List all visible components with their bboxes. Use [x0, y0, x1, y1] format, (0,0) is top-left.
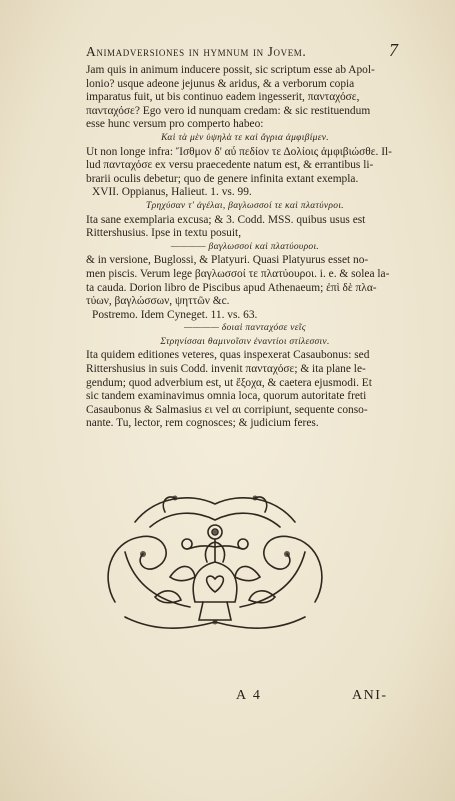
catchword: ANI-: [352, 688, 388, 703]
greek-quotation: Στρηνίσσαι θαμινοῖσιν ἐναντίοι στίλεσσιν.: [160, 336, 330, 347]
text-line: Ita sane exemplaria excusa; & 3. Codd. MSS. quibus usus est: [86, 213, 366, 226]
text-line: imparatus fuit, ut bis continuo eadem ingesserit, πανταχόσε,: [86, 91, 360, 104]
text-line: lonio? usque adeone jejunus & aridus, & a verborum copia: [86, 77, 355, 90]
text-line: Jam quis in animum inducere possit, sic scriptum esse ab Apol-: [86, 64, 375, 76]
section-heading: Postremo. Idem Cyneget. 11. vs. 63.: [92, 308, 258, 321]
text-line: lud πανταχόσε ex versu praecedente natum est, & errantibus li-: [86, 159, 374, 172]
text-line: Ut non longe infra: Ἴσθμον δ' αὖ πεδίον τε Δολίοις ἀμφιβιώσθε. Il-: [86, 145, 392, 158]
running-head: Animadversiones in hymnum in Jovem.: [86, 44, 307, 59]
section-heading: XVII. Oppianus, Halieut. 1. vs. 99.: [92, 186, 252, 199]
text-line: τύων, βαγλώσσων, ψηττῶν &c.: [86, 295, 230, 308]
text-line: Rittershusius in suis Codd. invenit πανταχόσε; & ita plane le-: [86, 363, 366, 376]
page-number: 7: [389, 40, 398, 60]
body-text: [86, 64, 404, 431]
text-line: ta cauda. Dorion libro de Piscibus apud Athenaeum; ἐπὶ δὲ πλα-: [86, 281, 377, 294]
text-line: πανταχόσε? Ego vero id nunquam credam: & sic restituendum: [86, 104, 371, 117]
text-line: gendum; quod adverbium est, ut ἔξοχα, & caetera ejusmodi. Et: [86, 376, 372, 389]
tailpiece-ornament: [95, 482, 335, 642]
text-line: men piscis. Verum lege βαγλωσσοί τε πλατύουροι. i. e. & solea la-: [86, 267, 390, 280]
greek-quotation: ———— βαγλωσσοί καὶ πλατύουροι.: [170, 241, 320, 252]
text-line: nante. Tu, lector, rem cognosces; & judicium feres.: [86, 417, 319, 430]
greek-quotation: ———— δοιαὶ πανταχόσε νεῖς: [184, 323, 306, 334]
text-line: Rittershusius. Ipse in textu posuit,: [86, 227, 242, 240]
text-line: Ita quidem editiones veteres, quas inspexerat Casaubonus: sed: [86, 349, 370, 362]
text-line: brarii oculis debetur; quo de genere infinita extant exempla.: [86, 172, 359, 185]
signature-mark: A 4: [236, 688, 262, 703]
text-line: & in versione, Buglossi, & Platyuri. Quasi Platyurus esset no-: [86, 254, 369, 267]
text-line: sic tandem examinavimus omnia loca, quorum autoritate freti: [86, 390, 367, 403]
greek-quotation: Καὶ τὰ μὲν ὑψηλὰ τε καὶ ἄγρια ἀμφιβίμεν.: [161, 132, 329, 143]
text-line: esse hunc versum pro comperto habeo:: [86, 118, 264, 131]
greek-quotation: Τρηχύσαν τ' ἀγέλαι, βαγλωσσοί τε καὶ πλατύνροι.: [146, 200, 344, 211]
text-line: Casaubonus & Salmasius ει vel αι corripiunt, sequente conso-: [86, 403, 368, 416]
